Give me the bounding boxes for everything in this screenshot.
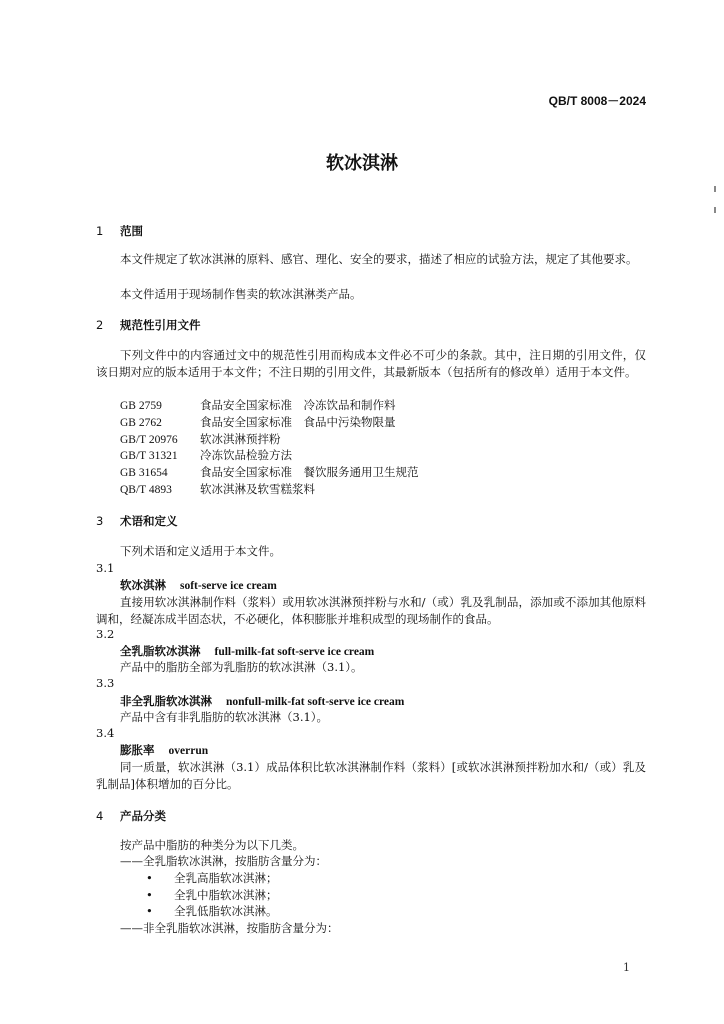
section-3-heading [96,513,178,529]
section-number: 4 [96,809,104,823]
bullet-icon: • [146,904,153,918]
term-heading: 非全乳脂软冰淇淋 nonfull-milk-fat soft-serve ice cream [120,694,405,708]
term-number: 3.1 [96,561,115,575]
term-heading: 全乳脂软冰淇淋 full-milk-fat soft-serve ice cream [120,644,375,658]
section-2-heading [96,317,201,333]
classification-intro: 按产品中脂肪的种类分为以下几类。 [120,838,304,852]
classification-category: ——非全乳脂软冰淇淋，按脂肪含量分为： [120,921,339,935]
reference-item: QB/T 4893 软冰淇淋及软雪糕浆料 [120,482,315,496]
scope-paragraph-1: 本文件规定了软冰淇淋的原料、感官、理化、安全的要求，描述了相应的试验方法，规定了其他要求。 [120,252,638,266]
document-title: 软冰淇淋 [326,153,398,174]
term-definition: 直接用软冰淇淋制作料（浆料）或用软冰淇淋预拌粉与水和/（或）乳及乳制品，添加或不添加其他原料调和，经凝冻成半固态状，不必硬化，体积膨胀并堆积成型的现场制作的食品。 [96,595,646,626]
section-title: 规范性引用文件 [120,318,201,332]
term-definition: 产品中含有非乳脂肪的软冰淇淋（3.1）。 [120,710,329,724]
reference-item: GB/T 31321 冷冻饮品检验方法 [120,448,292,462]
section-title: 产品分类 [120,809,166,823]
list-item: • 全乳高脂软冰淇淋； [146,871,278,885]
scope-paragraph-2: 本文件适用于现场制作售卖的软冰淇淋类产品。 [120,287,362,301]
page-number: 1 [623,961,630,974]
section-number: 3 [96,514,104,528]
term-number: 3.3 [96,676,115,690]
term-definition: 产品中的脂肪全部为乳脂肪的软冰淇淋（3.1）。 [120,660,363,674]
standard-code: QB/T 8008－2024 [548,94,646,108]
bullet-icon: • [146,888,153,902]
term-heading: 软冰淇淋 soft-serve ice cream [120,578,277,592]
section-number: 1 [96,224,104,238]
reference-item: GB 31654 食品安全国家标准 餐饮服务通用卫生规范 [120,465,419,479]
list-item: • 全乳中脂软冰淇淋； [146,888,278,902]
section-title: 范围 [120,224,143,238]
term-number: 3.4 [96,726,115,740]
reference-item: GB 2759 食品安全国家标准 冷冻饮品和制作料 [120,398,396,412]
term-heading: 膨胀率 overrun [120,743,209,757]
section-title: 术语和定义 [120,514,178,528]
reference-item: GB/T 20976 软冰淇淋预拌粉 [120,432,281,446]
section-number: 2 [96,318,104,332]
term-definition: 同一质量，软冰淇淋（3.1）成品体积比软冰淇淋制作料（浆料）[或软冰淇淋预拌粉加水和/（或）乳及乳制品]体积增加的百分比。 [96,760,646,791]
scan-edge-mark [714,207,716,213]
term-number: 3.2 [96,627,115,641]
terms-intro: 下列术语和定义适用于本文件。 [120,544,281,558]
classification-category: ——全乳脂软冰淇淋，按脂肪含量分为： [120,854,327,868]
scan-edge-mark [714,186,716,192]
normative-references-paragraph: 下列文件中的内容通过文中的规范性引用而构成本文件必不可少的条款。其中，注日期的引用文件，仅该日期对应的版本适用于本文件；不注日期的引用文件，其最新版本（包括所有的修改单）适用于本文件。 [96,348,646,379]
bullet-icon: • [146,871,153,885]
section-1-heading [96,223,143,239]
reference-item: GB 2762 食品安全国家标准 食品中污染物限量 [120,415,396,429]
section-4-heading [96,808,166,824]
list-item: • 全乳低脂软冰淇淋。 [146,904,278,918]
